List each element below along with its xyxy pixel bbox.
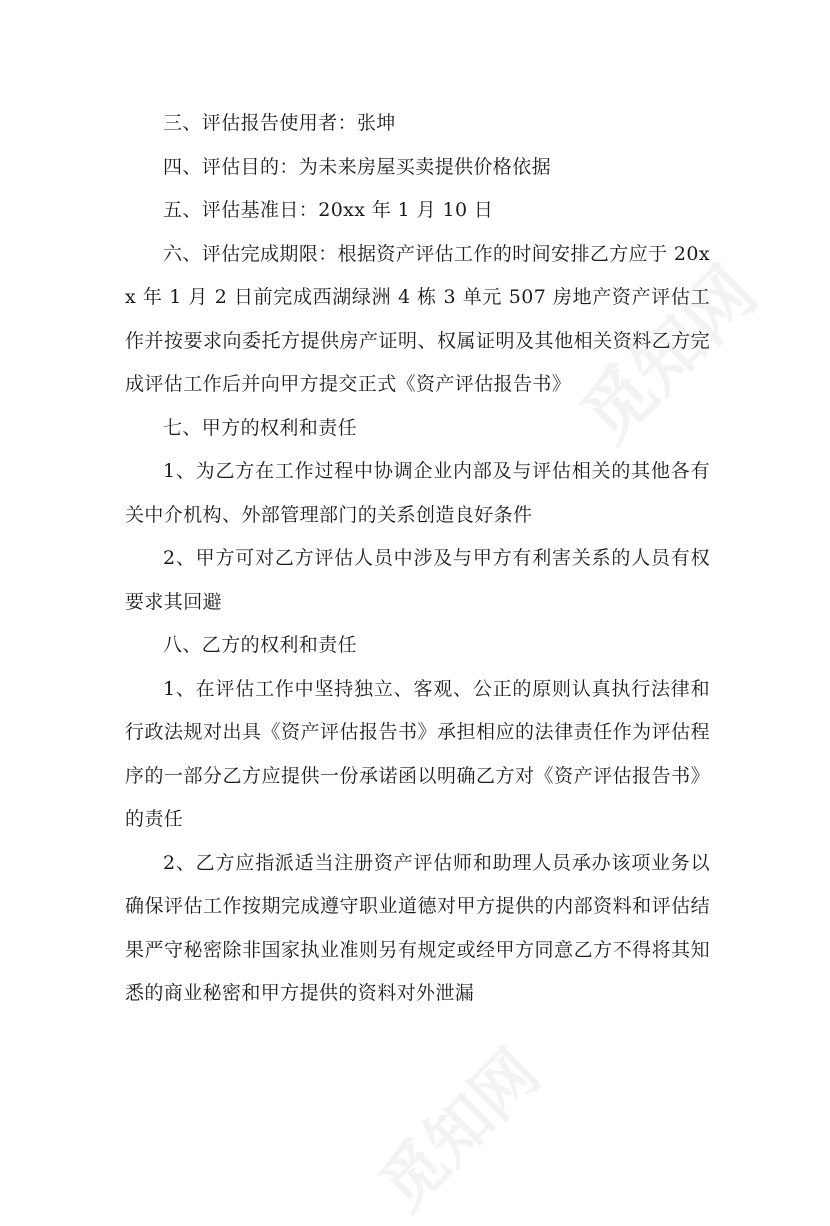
section-3-report-user: 三、评估报告使用者：张坤 bbox=[163, 112, 396, 134]
section-8-item-2: 2、乙方应指派适当注册资产评估师和助理人员承办该项业务以确保评估工作按期完成遵守职业道德对甲方提供的内部资料和评估结果严守秘密除非国家执业准则另有规定或经甲方同意乙方不得将其知悉的商业秘密和甲方提供的资料对外泄漏 bbox=[125, 851, 710, 1004]
section-5-base-date: 五、评估基准日：20xx 年 1 月 10 日 bbox=[163, 199, 494, 221]
watermark-top: 觅知网 bbox=[565, 251, 773, 458]
document-body bbox=[125, 102, 710, 1016]
section-6-deadline: 六、评估完成期限：根据资产评估工作的时间安排乙方应于 20xx 年 1 月 2 日前完成西湖绿洲 4 栋 3 单元 507 房地产资产评估工作并按要求向委托方提供房产证明、权属证明及其他相关资料乙方完成评估工作后并向甲方提交正式《资产评估报告书》 bbox=[125, 242, 710, 395]
section-7-item-1: 1、为乙方在工作过程中协调企业内部及与评估相关的其他各有关中介机构、外部管理部门的关系创造良好条件 bbox=[125, 460, 710, 526]
section-7-item-2: 2、甲方可对乙方评估人员中涉及与甲方有利害关系的人员有权要求其回避 bbox=[125, 547, 710, 613]
section-7-heading: 七、甲方的权利和责任 bbox=[163, 416, 358, 439]
watermark-bottom: 觅知网 bbox=[366, 1036, 555, 1225]
section-8-item-1: 1、在评估工作中坚持独立、客观、公正的原则认真执行法律和行政法规对出具《资产评估报告书》承担相应的法律责任作为评估程序的一部分乙方应提供一份承诺函以明确乙方对《资产评估报告书》的责任 bbox=[125, 677, 710, 830]
section-4-purpose: 四、评估目的：为未来房屋买卖提供价格依据 bbox=[163, 155, 552, 178]
section-8-heading: 八、乙方的权利和责任 bbox=[163, 634, 358, 656]
